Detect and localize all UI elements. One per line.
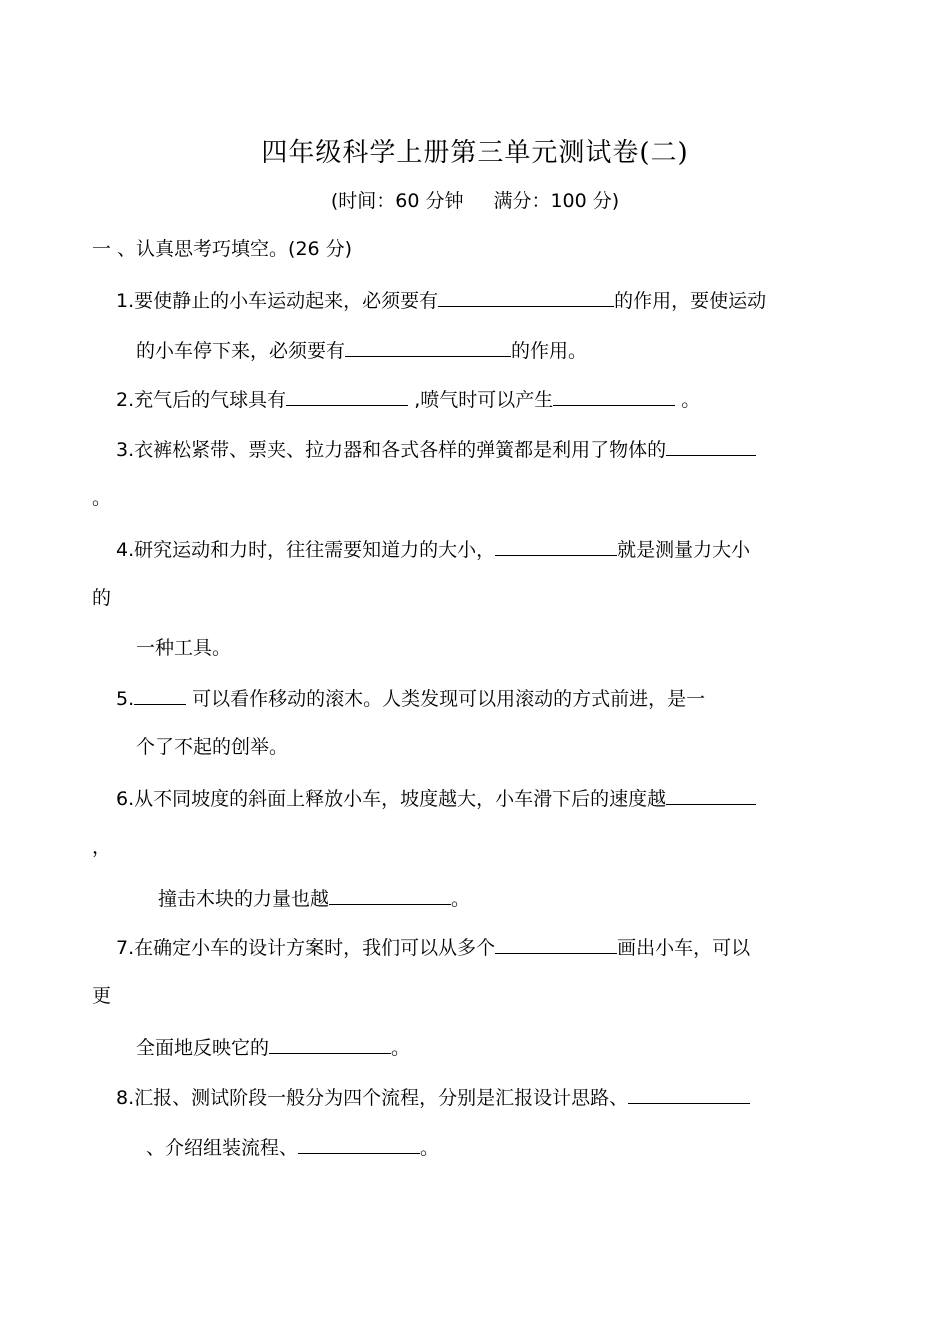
question-8-line-2 — [146, 1133, 439, 1161]
answer-blank[interactable] — [345, 336, 511, 357]
time-label: (时间：60 分钟 — [330, 190, 464, 212]
question-text: ,喷气时可以产生 — [408, 389, 554, 411]
question-number: 2. — [116, 389, 135, 411]
question-5-line-2: 个了不起的创举。 — [136, 736, 289, 758]
question-6-line-1 — [116, 784, 756, 812]
question-6-line-2: ， — [92, 836, 112, 858]
question-text: 就是测量力大小 — [617, 539, 751, 561]
question-text: 汇报、测试阶段一般分为四个流程，分别是汇报设计思路、 — [134, 1087, 629, 1109]
question-text: 、介绍组装流程、 — [146, 1137, 299, 1159]
question-text: 充气后的气球具有 — [134, 389, 287, 411]
question-text: 撞击木块的力量也越 — [158, 888, 330, 910]
question-3-line-1 — [116, 435, 756, 463]
answer-blank[interactable] — [628, 1083, 750, 1104]
question-text: 。 — [391, 1037, 411, 1059]
question-number: 4. — [116, 539, 135, 561]
question-number: 7. — [116, 937, 135, 959]
question-4-line-3: 一种工具。 — [136, 637, 232, 659]
answer-blank[interactable] — [438, 286, 614, 307]
question-text: 全面地反映它的 — [136, 1037, 270, 1059]
question-text: 在确定小车的设计方案时，我们可以从多个 — [134, 937, 496, 959]
answer-blank[interactable] — [666, 784, 756, 805]
question-7-line-2: 更 — [92, 985, 112, 1007]
score-label: 满分：100 分) — [493, 190, 620, 212]
question-4-line-1 — [116, 535, 750, 563]
question-text: 。 — [451, 888, 471, 910]
page-title: 四年级科学上册第三单元测试卷(二) — [261, 138, 689, 168]
answer-blank[interactable] — [134, 684, 186, 705]
question-text: 的作用。 — [511, 340, 588, 362]
question-number: 3. — [116, 439, 135, 461]
answer-blank[interactable] — [553, 385, 675, 406]
question-text: 可以看作移动的滚木。人类发现可以用滚动的方式前进，是一 — [186, 688, 706, 710]
question-text: 。 — [675, 389, 701, 411]
question-3-line-2: 。 — [92, 487, 112, 509]
exam-info — [0, 186, 950, 213]
question-8-line-1 — [116, 1083, 750, 1111]
answer-blank[interactable] — [495, 535, 617, 556]
question-1-line-2 — [136, 336, 587, 364]
answer-blank[interactable] — [298, 1133, 420, 1154]
answer-blank[interactable] — [666, 435, 756, 456]
question-text: 的作用，要使运动 — [614, 290, 767, 312]
question-text: 的小车停下来，必须要有 — [136, 340, 346, 362]
question-number: 8. — [116, 1087, 135, 1109]
question-1-line-1 — [116, 286, 766, 314]
question-6-line-3 — [158, 884, 470, 912]
question-text: 画出小车，可以 — [617, 937, 751, 959]
answer-blank[interactable] — [286, 385, 408, 406]
question-text: 研究运动和力时，往往需要知道力的大小， — [134, 539, 496, 561]
question-text: 要使静止的小车运动起来，必须要有 — [134, 290, 439, 312]
question-7-line-1 — [116, 933, 750, 961]
question-number: 1. — [116, 290, 135, 312]
question-5-line-1 — [116, 684, 705, 712]
question-text: 从不同坡度的斜面上释放小车，坡度越大，小车滑下后的速度越 — [134, 788, 667, 810]
answer-blank[interactable] — [269, 1033, 391, 1054]
question-text: 。 — [420, 1137, 440, 1159]
question-2 — [116, 385, 700, 413]
answer-blank[interactable] — [329, 884, 451, 905]
question-text: 衣裤松紧带、票夹、拉力器和各式各样的弹簧都是利用了物体的 — [134, 439, 667, 461]
question-number: 5. — [116, 688, 135, 710]
answer-blank[interactable] — [495, 933, 617, 954]
question-4-line-2: 的 — [92, 587, 112, 609]
question-7-line-3 — [136, 1033, 410, 1061]
section-heading: 一 、认真思考巧填空。(26 分) — [92, 238, 353, 260]
question-number: 6. — [116, 788, 135, 810]
